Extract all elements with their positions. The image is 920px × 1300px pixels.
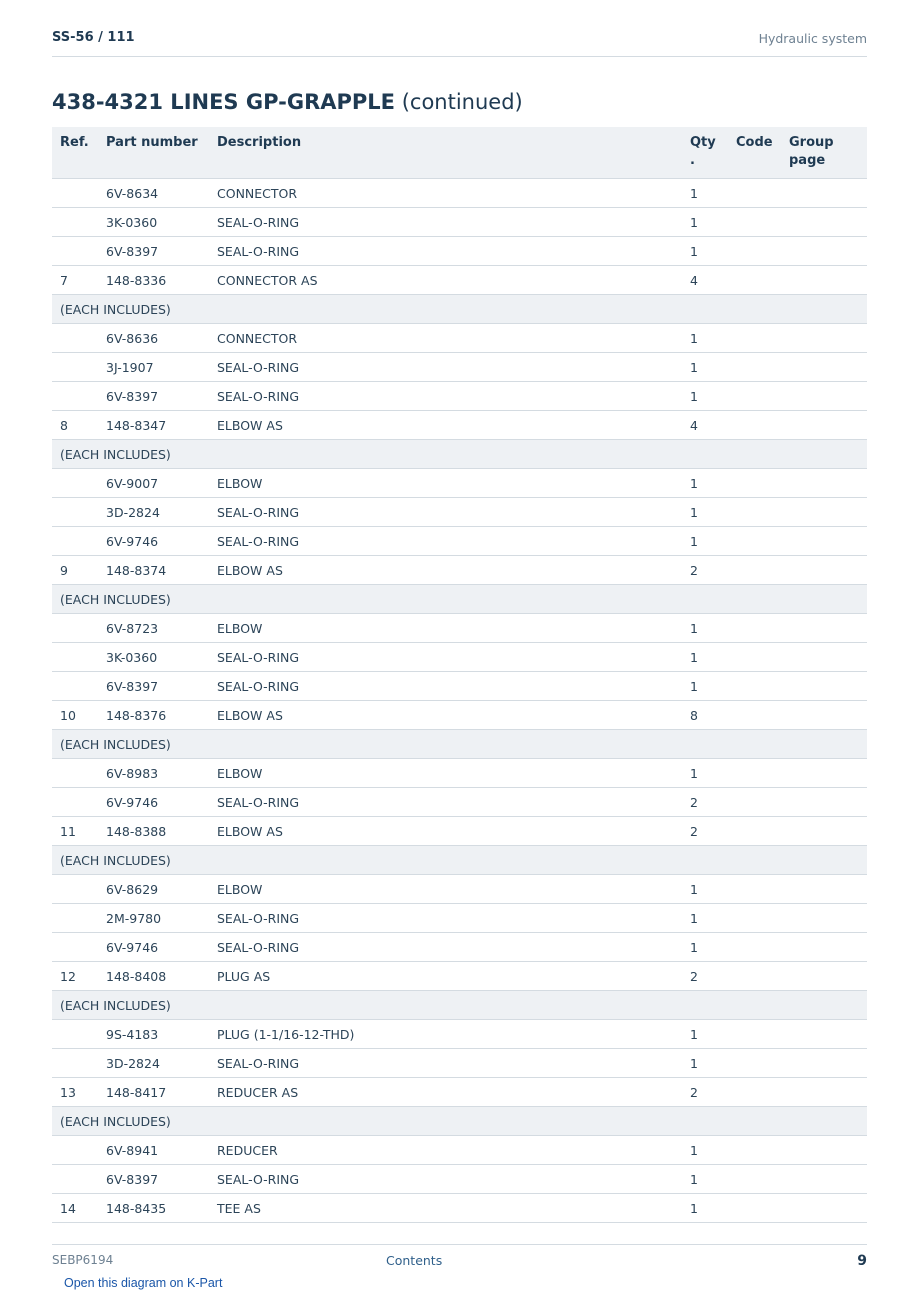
- each-includes-note: (EACH INCLUDES): [52, 991, 867, 1020]
- qty-cell: 1: [682, 614, 728, 643]
- description-cell: SEAL-O-RING: [209, 527, 682, 556]
- part-number-cell: 6V-8983: [98, 759, 209, 788]
- table-row: [52, 933, 867, 962]
- table-row: [52, 353, 867, 382]
- qty-cell: 2: [682, 788, 728, 817]
- code-cell: [728, 411, 781, 440]
- part-number-cell: 3J-1907: [98, 353, 209, 382]
- group-page-cell: [781, 614, 867, 643]
- table-row: [52, 208, 867, 237]
- code-cell: [728, 875, 781, 904]
- group-page-cell: [781, 701, 867, 730]
- description-cell: SEAL-O-RING: [209, 208, 682, 237]
- group-page-cell: [781, 1165, 867, 1194]
- qty-cell: 2: [682, 817, 728, 846]
- qty-cell: 4: [682, 411, 728, 440]
- description-cell: CONNECTOR: [209, 179, 682, 208]
- part-number-cell: 6V-9746: [98, 527, 209, 556]
- qty-cell: 1: [682, 208, 728, 237]
- description-cell: PLUG AS: [209, 962, 682, 991]
- description-cell: ELBOW: [209, 759, 682, 788]
- ref-cell: [52, 788, 98, 817]
- ref-cell: 9: [52, 556, 98, 585]
- table-row: [52, 962, 867, 991]
- qty-cell: 1: [682, 904, 728, 933]
- group-page-cell: [781, 933, 867, 962]
- footer-document-code: SEBP6194: [52, 1253, 114, 1267]
- part-number-cell: 6V-8397: [98, 672, 209, 701]
- code-cell: [728, 498, 781, 527]
- code-cell: [728, 788, 781, 817]
- table-row: [52, 411, 867, 440]
- document-reference: SS-56 / 111: [52, 30, 135, 45]
- part-number-cell: 148-8435: [98, 1194, 209, 1223]
- table-row: [52, 875, 867, 904]
- code-cell: [728, 904, 781, 933]
- each-includes-row: [52, 295, 867, 324]
- group-page-cell: [781, 1078, 867, 1107]
- table-row: [52, 1136, 867, 1165]
- each-includes-row: [52, 846, 867, 875]
- part-number-cell: 148-8376: [98, 701, 209, 730]
- description-cell: ELBOW AS: [209, 411, 682, 440]
- table-row: [52, 1049, 867, 1078]
- part-number-cell: 148-8388: [98, 817, 209, 846]
- column-header-description: Description: [209, 127, 682, 179]
- group-page-cell: [781, 875, 867, 904]
- part-number-cell: 9S-4183: [98, 1020, 209, 1049]
- code-cell: [728, 614, 781, 643]
- group-page-cell: [781, 179, 867, 208]
- part-number-cell: 148-8336: [98, 266, 209, 295]
- code-cell: [728, 1194, 781, 1223]
- code-cell: [728, 1020, 781, 1049]
- group-page-cell: [781, 672, 867, 701]
- part-number-cell: 148-8408: [98, 962, 209, 991]
- table-row: [52, 527, 867, 556]
- ref-cell: [52, 759, 98, 788]
- each-includes-note: (EACH INCLUDES): [52, 295, 867, 324]
- ref-cell: [52, 904, 98, 933]
- qty-cell: 1: [682, 1136, 728, 1165]
- each-includes-row: [52, 991, 867, 1020]
- each-includes-row: [52, 585, 867, 614]
- parts-table: [52, 127, 867, 1223]
- part-number-cell: 3K-0360: [98, 208, 209, 237]
- qty-cell: 1: [682, 759, 728, 788]
- qty-cell: 2: [682, 962, 728, 991]
- code-cell: [728, 469, 781, 498]
- group-page-cell: [781, 759, 867, 788]
- part-number-cell: 6V-8636: [98, 324, 209, 353]
- description-cell: ELBOW AS: [209, 556, 682, 585]
- part-number-cell: 6V-8723: [98, 614, 209, 643]
- group-page-cell: [781, 469, 867, 498]
- group-page-cell: [781, 498, 867, 527]
- ref-cell: [52, 353, 98, 382]
- table-row: [52, 614, 867, 643]
- group-page-cell: [781, 324, 867, 353]
- code-cell: [728, 672, 781, 701]
- ref-cell: [52, 208, 98, 237]
- code-cell: [728, 527, 781, 556]
- table-row: [52, 788, 867, 817]
- group-page-cell: [781, 556, 867, 585]
- ref-cell: [52, 1165, 98, 1194]
- group-page-cell: [781, 208, 867, 237]
- each-includes-row: [52, 440, 867, 469]
- part-number-cell: 3K-0360: [98, 643, 209, 672]
- part-number-cell: 3D-2824: [98, 498, 209, 527]
- each-includes-note: (EACH INCLUDES): [52, 730, 867, 759]
- ref-cell: [52, 1136, 98, 1165]
- part-number-cell: 148-8347: [98, 411, 209, 440]
- ref-cell: [52, 382, 98, 411]
- ref-cell: [52, 1049, 98, 1078]
- ref-cell: [52, 875, 98, 904]
- each-includes-note: (EACH INCLUDES): [52, 1107, 867, 1136]
- parts-table-header: [52, 127, 867, 179]
- code-cell: [728, 759, 781, 788]
- group-page-cell: [781, 527, 867, 556]
- ref-cell: [52, 643, 98, 672]
- part-number-cell: 3D-2824: [98, 1049, 209, 1078]
- ref-cell: [52, 527, 98, 556]
- qty-cell: 1: [682, 1049, 728, 1078]
- qty-cell: 1: [682, 1165, 728, 1194]
- description-cell: REDUCER: [209, 1136, 682, 1165]
- table-row: [52, 643, 867, 672]
- section-name: Hydraulic system: [758, 31, 867, 46]
- ref-cell: [52, 614, 98, 643]
- each-includes-note: (EACH INCLUDES): [52, 440, 867, 469]
- table-row: [52, 469, 867, 498]
- group-page-cell: [781, 904, 867, 933]
- code-cell: [728, 962, 781, 991]
- page-header: [52, 28, 867, 57]
- code-cell: [728, 266, 781, 295]
- contents-link[interactable]: Contents: [386, 1253, 443, 1268]
- qty-cell: 1: [682, 498, 728, 527]
- code-cell: [728, 643, 781, 672]
- ref-cell: 14: [52, 1194, 98, 1223]
- column-header-qty: Qty .: [682, 127, 728, 179]
- ref-cell: [52, 237, 98, 266]
- group-page-cell: [781, 1049, 867, 1078]
- column-header-part-number: Part number: [98, 127, 209, 179]
- each-includes-row: [52, 1107, 867, 1136]
- ref-cell: 11: [52, 817, 98, 846]
- part-number-cell: 6V-8634: [98, 179, 209, 208]
- qty-cell: 1: [682, 353, 728, 382]
- code-cell: [728, 208, 781, 237]
- title-suffix: (continued): [401, 90, 523, 114]
- code-cell: [728, 1136, 781, 1165]
- description-cell: SEAL-O-RING: [209, 933, 682, 962]
- table-row: [52, 382, 867, 411]
- qty-cell: 4: [682, 266, 728, 295]
- group-page-cell: [781, 962, 867, 991]
- qty-cell: 1: [682, 672, 728, 701]
- description-cell: SEAL-O-RING: [209, 353, 682, 382]
- group-page-cell: [781, 817, 867, 846]
- group-page-cell: [781, 382, 867, 411]
- description-cell: SEAL-O-RING: [209, 382, 682, 411]
- description-cell: SEAL-O-RING: [209, 904, 682, 933]
- qty-cell: 2: [682, 1078, 728, 1107]
- table-row: [52, 904, 867, 933]
- description-cell: SEAL-O-RING: [209, 643, 682, 672]
- page-number: 9: [857, 1253, 867, 1269]
- table-row: [52, 817, 867, 846]
- part-number-cell: 6V-8629: [98, 875, 209, 904]
- code-cell: [728, 1078, 781, 1107]
- qty-cell: 1: [682, 237, 728, 266]
- table-row: [52, 701, 867, 730]
- description-cell: PLUG (1-1/16-12-THD): [209, 1020, 682, 1049]
- each-includes-note: (EACH INCLUDES): [52, 846, 867, 875]
- column-header-group-page: Group page: [781, 127, 867, 179]
- qty-cell: 1: [682, 643, 728, 672]
- part-number-cell: 6V-8397: [98, 237, 209, 266]
- ref-cell: 13: [52, 1078, 98, 1107]
- qty-cell: 2: [682, 556, 728, 585]
- qty-cell: 1: [682, 382, 728, 411]
- page-footer: [52, 1244, 867, 1275]
- description-cell: ELBOW AS: [209, 817, 682, 846]
- group-page-cell: [781, 266, 867, 295]
- title-group-name: 438-4321 LINES GP-GRAPPLE: [52, 90, 396, 114]
- table-row: [52, 1020, 867, 1049]
- ref-cell: [52, 1020, 98, 1049]
- code-cell: [728, 933, 781, 962]
- column-header-ref: Ref.: [52, 127, 98, 179]
- code-cell: [728, 556, 781, 585]
- part-number-cell: 6V-8397: [98, 1165, 209, 1194]
- description-cell: REDUCER AS: [209, 1078, 682, 1107]
- table-row: [52, 672, 867, 701]
- group-page-cell: [781, 353, 867, 382]
- table-row: [52, 759, 867, 788]
- ref-cell: 12: [52, 962, 98, 991]
- description-cell: SEAL-O-RING: [209, 1165, 682, 1194]
- code-cell: [728, 353, 781, 382]
- each-includes-row: [52, 730, 867, 759]
- parts-table-body: [52, 179, 867, 1223]
- code-cell: [728, 817, 781, 846]
- description-cell: CONNECTOR: [209, 324, 682, 353]
- part-number-cell: 6V-9007: [98, 469, 209, 498]
- page-title: [52, 90, 523, 114]
- ref-cell: [52, 933, 98, 962]
- table-row: [52, 237, 867, 266]
- qty-cell: 1: [682, 875, 728, 904]
- ref-cell: 7: [52, 266, 98, 295]
- part-number-cell: 6V-9746: [98, 933, 209, 962]
- description-cell: CONNECTOR AS: [209, 266, 682, 295]
- qty-cell: 1: [682, 527, 728, 556]
- each-includes-note: (EACH INCLUDES): [52, 585, 867, 614]
- code-cell: [728, 382, 781, 411]
- table-row: [52, 179, 867, 208]
- code-cell: [728, 1165, 781, 1194]
- description-cell: ELBOW: [209, 875, 682, 904]
- qty-cell: 1: [682, 1194, 728, 1223]
- qty-cell: 1: [682, 933, 728, 962]
- description-cell: ELBOW: [209, 614, 682, 643]
- ref-cell: [52, 324, 98, 353]
- code-cell: [728, 237, 781, 266]
- part-number-cell: 2M-9780: [98, 904, 209, 933]
- part-number-cell: 148-8417: [98, 1078, 209, 1107]
- description-cell: ELBOW AS: [209, 701, 682, 730]
- table-row: [52, 1194, 867, 1223]
- group-page-cell: [781, 1020, 867, 1049]
- part-number-cell: 6V-9746: [98, 788, 209, 817]
- ref-cell: 10: [52, 701, 98, 730]
- code-cell: [728, 701, 781, 730]
- group-page-cell: [781, 411, 867, 440]
- qty-cell: 1: [682, 324, 728, 353]
- column-header-code: Code: [728, 127, 781, 179]
- code-cell: [728, 1049, 781, 1078]
- group-page-cell: [781, 643, 867, 672]
- table-row: [52, 1165, 867, 1194]
- description-cell: SEAL-O-RING: [209, 1049, 682, 1078]
- description-cell: ELBOW: [209, 469, 682, 498]
- description-cell: SEAL-O-RING: [209, 237, 682, 266]
- kpart-diagram-link[interactable]: Open this diagram on K-Part: [64, 1276, 223, 1290]
- group-page-cell: [781, 788, 867, 817]
- group-page-cell: [781, 237, 867, 266]
- part-number-cell: 148-8374: [98, 556, 209, 585]
- table-row: [52, 266, 867, 295]
- ref-cell: 8: [52, 411, 98, 440]
- table-row: [52, 498, 867, 527]
- ref-cell: [52, 179, 98, 208]
- code-cell: [728, 324, 781, 353]
- qty-cell: 8: [682, 701, 728, 730]
- table-row: [52, 1078, 867, 1107]
- part-number-cell: 6V-8941: [98, 1136, 209, 1165]
- qty-cell: 1: [682, 469, 728, 498]
- table-row: [52, 324, 867, 353]
- qty-cell: 1: [682, 179, 728, 208]
- description-cell: SEAL-O-RING: [209, 672, 682, 701]
- ref-cell: [52, 469, 98, 498]
- description-cell: SEAL-O-RING: [209, 788, 682, 817]
- ref-cell: [52, 498, 98, 527]
- qty-cell: 1: [682, 1020, 728, 1049]
- ref-cell: [52, 672, 98, 701]
- code-cell: [728, 179, 781, 208]
- description-cell: SEAL-O-RING: [209, 498, 682, 527]
- description-cell: TEE AS: [209, 1194, 682, 1223]
- group-page-cell: [781, 1194, 867, 1223]
- group-page-cell: [781, 1136, 867, 1165]
- table-row: [52, 556, 867, 585]
- part-number-cell: 6V-8397: [98, 382, 209, 411]
